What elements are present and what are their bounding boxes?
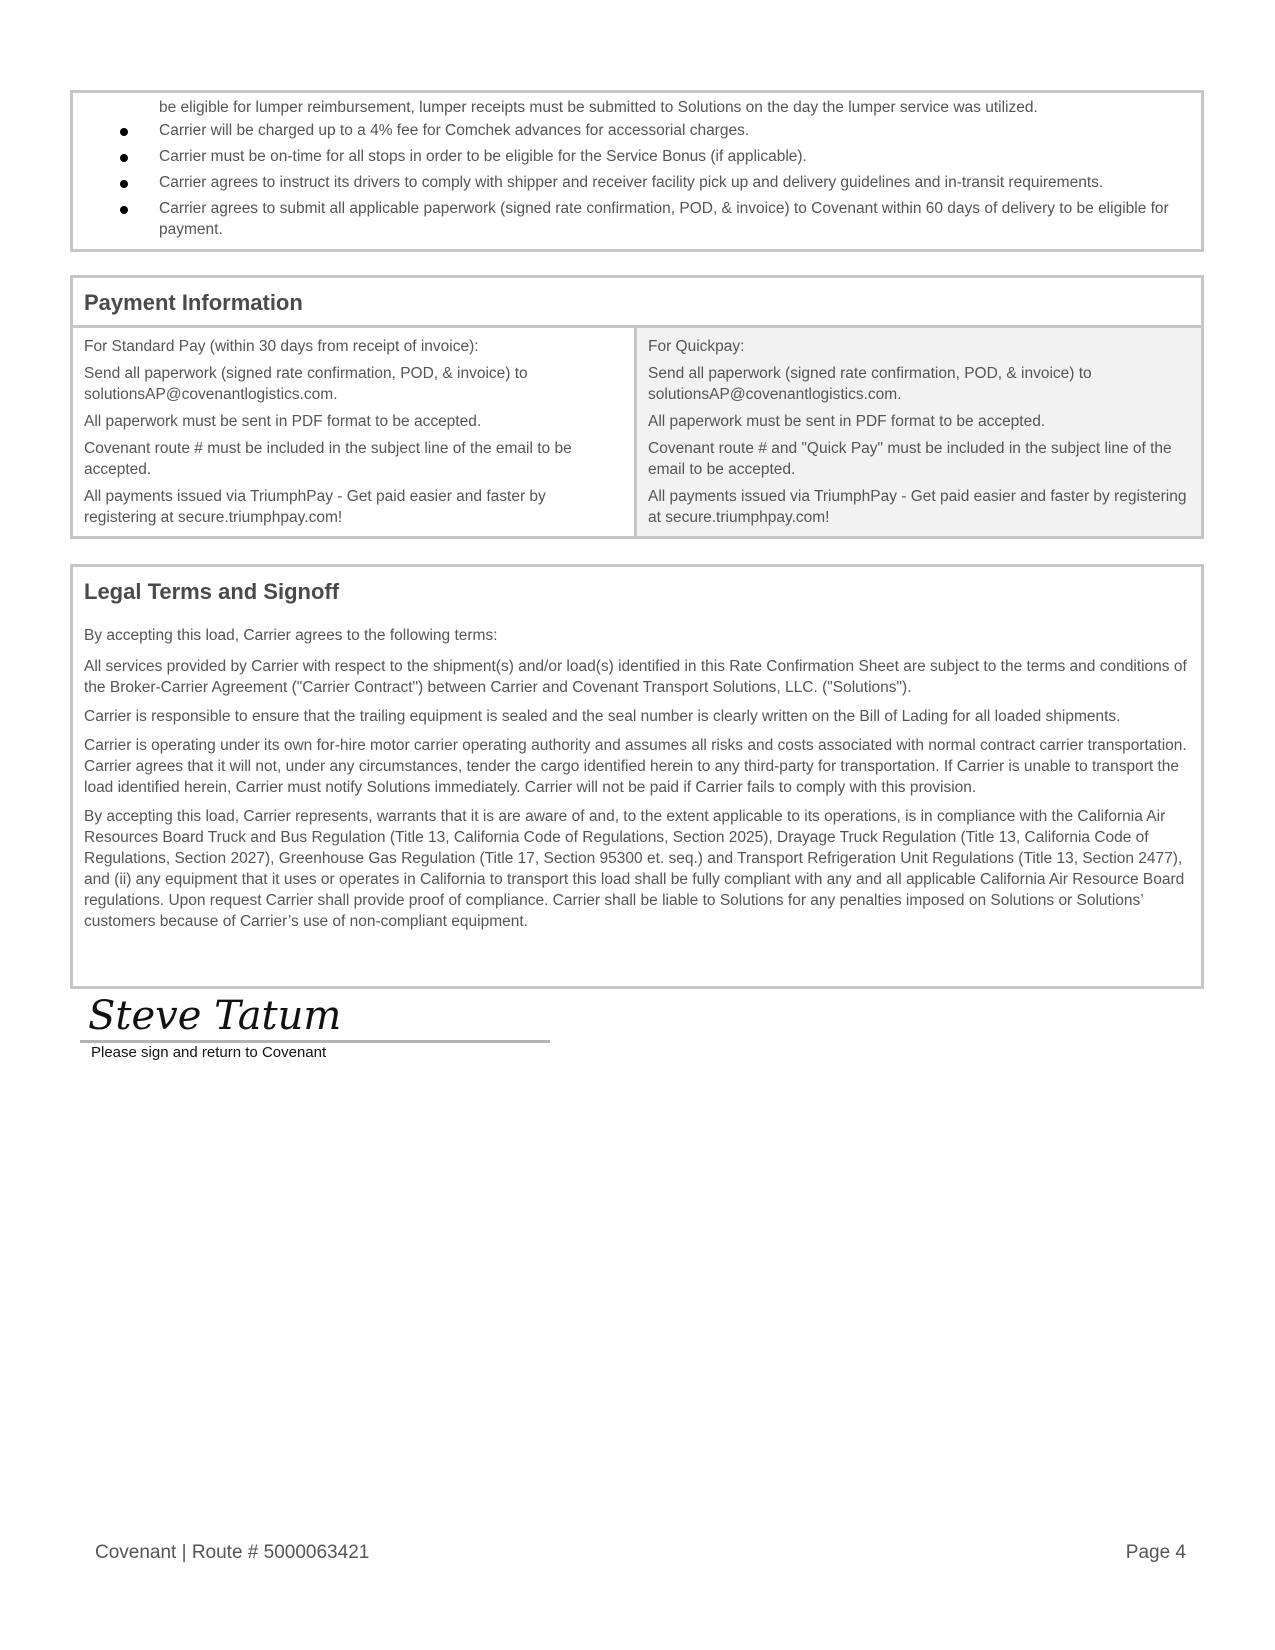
bullet-icon	[120, 154, 128, 162]
payment-header	[73, 278, 1201, 328]
quickpay-line: All payments issued via TriumphPay - Get paid easier and faster by registering at secure.triumphpay.com!	[648, 488, 1187, 526]
bullet-icon	[120, 128, 128, 136]
standard-pay-heading: For Standard Pay (within 30 days from receipt of invoice):	[84, 338, 479, 355]
bullet-text: Carrier agrees to submit all applicable paperwork (signed rate confirmation, POD, & invoice) to Covenant within 60 days of delivery to be eligible for payment.	[159, 200, 1169, 238]
quickpay-line: Send all paperwork (signed rate confirmation, POD, & invoice) to solutionsAP@covenantlogistics.com.	[648, 365, 1092, 403]
legal-paragraph: Carrier is responsible to ensure that the trailing equipment is sealed and the seal number is clearly written on the Bill of Lading for all loaded shipments.	[84, 708, 1121, 725]
legal-paragraph: By accepting this load, Carrier represents, warrants that it is are aware of and, to the extent applicable to its operations, is in compliance with the California Air Resources Board Truck and Bus Regulation (Title 13, California Code of Regulations, Section 2025), Drayage Truck Regulation (Title 13, California Code of Regulations, Section 2027), Greenhouse Gas Regulation (Title 17, Section 95300 et. seq.) and Transport Refrigeration Unit Regulations (Title 13, Section 2477), and (ii) any equipment that it uses or operates in California to transport this load shall be fully compliant with any and all applicable California Air Resource Board regulations. Upon request Carrier shall provide proof of compliance. Carrier shall be liable to Solutions for any penalties imposed on Solutions or Solutions’ customers because of Carrier’s use of non-compliant equipment.	[84, 808, 1185, 930]
payment-columns	[73, 328, 1201, 536]
legal-terms-box	[70, 564, 1204, 989]
continuation-text: be eligible for lumper reimbursement, lumper receipts must be submitted to Solutions on the day the lumper service was utilized.	[159, 99, 1038, 116]
quickpay-line: Covenant route # and "Quick Pay" must be included in the subject line of the email to be accepted.	[648, 440, 1172, 478]
quickpay-column	[637, 328, 1201, 536]
payment-title: Payment Information	[84, 290, 303, 315]
bullet-text: Carrier agrees to instruct its drivers to comply with shipper and receiver facility pick up and delivery guidelines and in-transit requirements.	[159, 174, 1104, 191]
payment-information-box	[70, 275, 1204, 539]
bullet-text: Carrier must be on-time for all stops in order to be eligible for the Service Bonus (if applicable).	[159, 148, 807, 165]
standard-pay-line: All paperwork must be sent in PDF format to be accepted.	[84, 413, 482, 430]
accessorial-terms-box	[70, 90, 1204, 252]
list-item	[73, 198, 1201, 240]
terms-bullet-list	[73, 120, 1201, 240]
quickpay-heading: For Quickpay:	[648, 338, 745, 355]
footer-page-number: Page 4	[1125, 1542, 1186, 1563]
standard-pay-line: Covenant route # must be included in the subject line of the email to be accepted.	[84, 440, 572, 478]
footer-route: Covenant | Route # 5000063421	[95, 1542, 370, 1563]
legal-title: Legal Terms and Signoff	[84, 579, 340, 604]
signature-caption: Please sign and return to Covenant	[91, 1044, 327, 1061]
list-item	[73, 120, 1201, 141]
legal-paragraph: All services provided by Carrier with respect to the shipment(s) and/or load(s) identified in this Rate Confirmation Sheet are subject to the terms and conditions of the Broker-Carrier Agreement ("Carrier Contract") between Carrier and Covenant Transport Solutions, LLC. ("Solutions").	[84, 658, 1187, 696]
signature-line	[80, 1040, 550, 1043]
list-item	[73, 172, 1201, 193]
signature: Steve Tatum	[88, 993, 342, 1039]
quickpay-line: All paperwork must be sent in PDF format to be accepted.	[648, 413, 1046, 430]
bullet-icon	[120, 206, 128, 214]
legal-intro: By accepting this load, Carrier agrees to the following terms:	[84, 627, 498, 644]
bullet-icon	[120, 180, 128, 188]
standard-pay-column	[73, 328, 637, 536]
bullet-text: Carrier will be charged up to a 4% fee for Comchek advances for accessorial charges.	[159, 122, 750, 139]
standard-pay-line: Send all paperwork (signed rate confirmation, POD, & invoice) to solutionsAP@covenantlogistics.com.	[84, 365, 528, 403]
list-item	[73, 146, 1201, 167]
legal-paragraph: Carrier is operating under its own for-hire motor carrier operating authority and assumes all risks and costs associated with normal contract carrier transportation. Carrier agrees that it will not, under any circumstances, tender the cargo identified herein to any third-party for transportation. If Carrier is unable to transport the load identified herein, Carrier must notify Solutions immediately. Carrier will not be paid if Carrier fails to comply with this provision.	[84, 737, 1187, 796]
standard-pay-line: All payments issued via TriumphPay - Get paid easier and faster by registering at secure.triumphpay.com!	[84, 488, 546, 526]
